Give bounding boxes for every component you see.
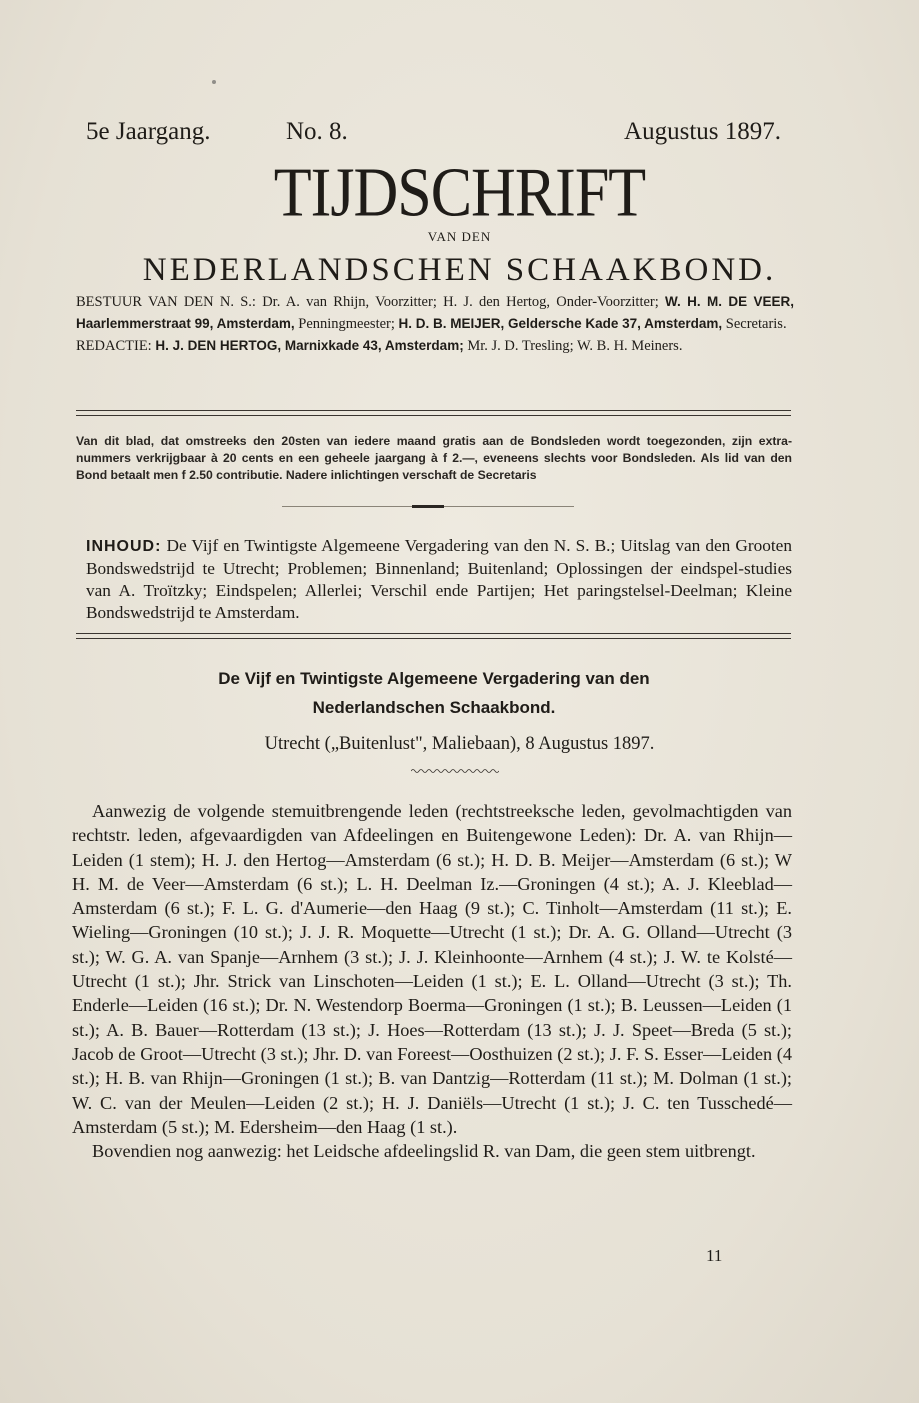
redactie-editor: H. J. DEN HERTOG, Marnixkade 43, Amsterdam; — [155, 338, 464, 353]
redactie-label: REDACTIE: — [76, 338, 152, 354]
article-place-date: Utrecht („Buitenlust", Maliebaan), 8 Augustus 1897. — [264, 734, 655, 754]
board-secretary-role: Secretaris. — [725, 316, 787, 332]
board-chairs: Dr. A. van Rhijn, Voorzitter; H. J. den Hertog, Onder-Voorzitter; — [262, 294, 659, 310]
board-treasurer: W. H. M. DE VEER, Haarlemmerstraat 99, Amsterdam, — [76, 294, 795, 331]
notice-rule-thick — [412, 505, 444, 508]
contents-text: De Vijf en Twintigste Algemeene Vergadering van den N. S. B.; Uitslag van den Grooten Bondswedstrijd te Utrecht; Problemen; Binnenland; Buitenland; Oplossingen der eindspel-studies van A. Troïtzky; Eindspelen; Allerlei; Verschil ende Partijen; Het paringstelsel-Deelman; Kleine Bondswedstrijd te Amsterdam. — [86, 536, 792, 622]
masthead-title: TIJDSCHRIFT — [273, 154, 646, 232]
board-treasurer-role: Penningmeester; — [298, 316, 395, 332]
article-heading-line1: De Vijf en Twintigste Algemeene Vergadering van den — [218, 669, 650, 688]
article-heading — [76, 664, 792, 722]
extra-attendance-paragraph: Bovendien nog aanwezig: het Leidsche afdeelingslid R. van Dam, die geen stem uitbrengt. — [92, 1141, 756, 1162]
volume-label: 5e Jaargang. — [86, 118, 211, 145]
print-speck — [212, 80, 216, 84]
masthead-van-den: VAN DEN — [427, 229, 492, 244]
article-heading-line2: Nederlandschen Schaakbond. — [312, 698, 556, 717]
masthead-subtitle: NEDERLANDSCHEN SCHAAKBOND. — [142, 252, 777, 288]
double-rule — [76, 633, 791, 639]
board-label: BESTUUR VAN DEN N. S.: — [76, 294, 256, 310]
page-number: 11 — [706, 1246, 723, 1265]
board-secretary: H. D. B. MEIJER, Geldersche Kade 37, Amsterdam, — [398, 316, 723, 331]
article-body — [72, 799, 792, 1163]
attendance-paragraph: Aanwezig de volgende stemuitbrengende leden (rechtstreeksche leden, gevolmachtigden van rechtstr. leden, afgevaardigden van Afdeelingen en Buitengewone Leden): Dr. A. van Rhijn—Leiden (1 stem); H. J. den Hertog—Amsterdam (6 st.); H. D. B. Meijer—Amsterdam (6 st.); W H. M. de Veer—Amsterdam (6 st.); L. H. Deelman Iz.—Groningen (4 st.); A. J. Kleeblad—Amsterdam (6 st.); F. L. G. d'Aumerie—den Haag (9 st.); C. Tinholt—Amsterdam (11 st.); E. Wieling—Groningen (10 st.); J. J. R. Moquette—Utrecht (1 st.); Dr. A. G. Olland—Utrecht (3 st.); W. G. A. van Spanje—Arnhem (3 st.); J. J. Kleinhoonte—Arnhem (4 st.); J. W. te Kolsté— Utrecht (1 st.); Jhr. Strick van Linschoten—Leiden (1 st.); E. L. Olland—Utrecht (3 st.); Th. Enderle—Leiden (16 st.); Dr. N. Westendorp Boerma—Groningen (1 st.); B. Leussen—Leiden (1 st.); A. B. Bauer—Rotterdam (13 st.); J. Hoes—Rotterdam (13 st.); J. J. Speet—Breda (5 st.); Jacob de Groot—Utrecht (3 st.); Jhr. D. van Foreest—Oosthuizen (2 st.); J. F. S. Esser—Leiden (4 st.); H. B. van Rhijn—Groningen (1 st.); B. van Dantzig—Rotterdam (11 st.); M. Dolman (1 st.); W. C. van der Meulen—Leiden (2 st.); H. J. Daniëls—Utrecht (1 st.); J. C. ten Tusschedé—Amsterdam (5 st.); M. Edersheim—den Haag (1 st.). — [72, 801, 792, 1137]
contents-label: INHOUD: — [86, 538, 162, 555]
issue-number: No. 8. — [286, 118, 348, 145]
issue-header — [86, 118, 781, 154]
contents-block — [86, 535, 792, 624]
issue-date: Augustus 1897. — [624, 118, 781, 145]
board-block — [76, 291, 794, 357]
squiggle-ornament — [411, 768, 499, 774]
subscription-notice: Van dit blad, dat omstreeks den 20sten van iedere maand gratis aan de Bondsleden wordt toegezonden, zijn extra-nummers verkrijgbaar à 20 cents en een geheele jaargang à f 2.—, eveneens slechts voor Bondsleden. Als lid van den Bond betaalt men f 2.50 contributie. Nadere inlichtingen verschaft de Secretaris — [76, 434, 792, 482]
double-rule — [76, 410, 791, 416]
redactie-others: Mr. J. D. Tresling; W. B. H. Meiners. — [467, 338, 683, 354]
